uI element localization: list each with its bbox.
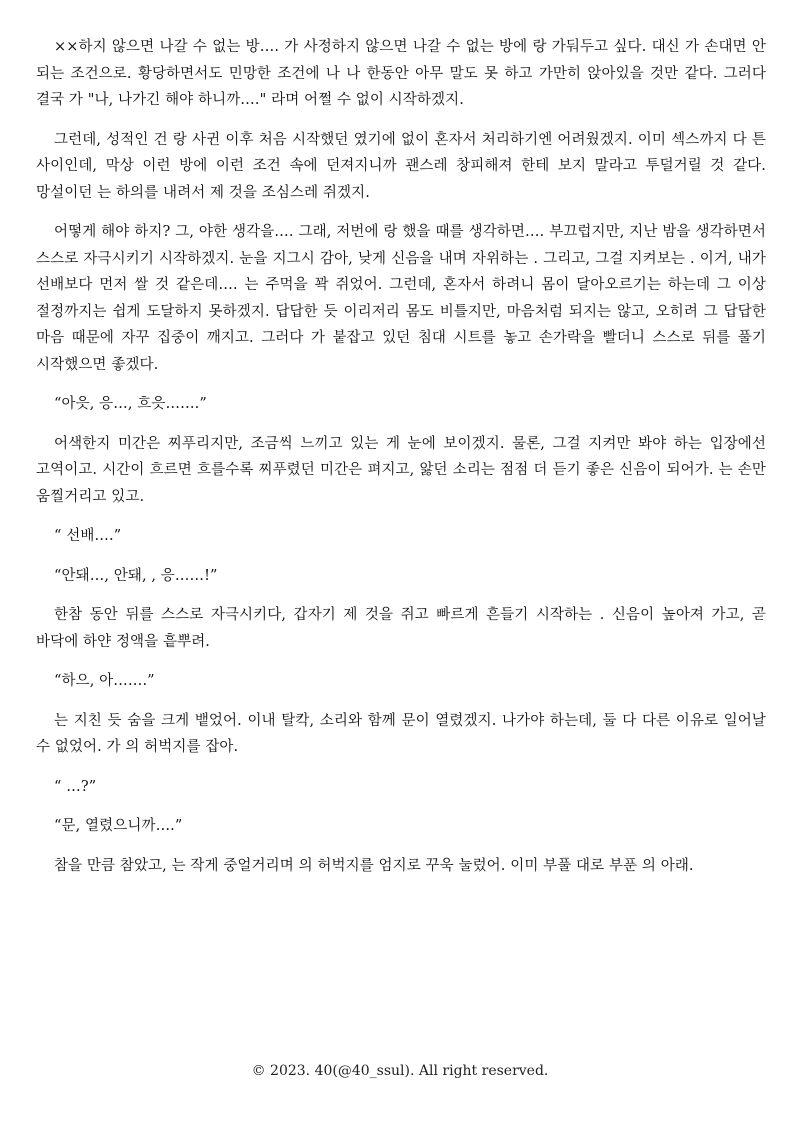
paragraph: 어떻게 해야 하지? 그, 야한 생각을…. 그래, 저번에 랑 했을 때를 생각하면…. 부끄럽지만, 지난 밤을 생각하면서 스스로 자극시키기 시작하겠지. 눈을 지그시 감아, 낮게 신음을 내며 자위하는 . 그리고, 그걸 지켜보는 . 이거, 내가 선배보다 먼저 쌀 것 같은데…. 는 주먹을 꽉 쥐었어. 그런데, 혼자서 하려니 몸이 달아오르기는 하는데 그 이상 절정까지는 쉽게 도달하지 못하겠지. 답답한 듯 이리저리 몸도 비틀지만, 마음처럼 되지는 않고, 오히려 그 답답한 마음 때문에 자꾸 집중이 깨지고. 그러다 가 붙잡고 있던 침대 시트를 놓고 손가락을 빨더니 스스로 뒤를 풀기 시작했으면 좋겠다. xyxy=(36,224,766,373)
dialogue-line: “ …?” xyxy=(54,778,97,795)
paragraph: 는 지친 듯 숨을 크게 뱉었어. 이내 탈칵, 소리와 함께 문이 열렸겠지. 나가야 하는데, 둘 다 다른 이유로 일어날 수 없었어. 가 의 허벅지를 잡아. xyxy=(36,712,766,755)
paragraph: 그런데, 성적인 건 랑 사귄 이후 처음 시작했던 였기에 없이 혼자서 처리하기엔 어려웠겠지. 이미 섹스까지 다 튼 사이인데, 막상 이런 방에 이런 조건 속에 던져지니까 괜스레 창피해져 한테 보지 말라고 투덜거릴 것 같다. 망설이던 는 하의를 내려서 제 것을 조심스레 쥐겠지. xyxy=(36,131,766,201)
dialogue-line: “ 선배….” xyxy=(54,528,122,544)
dialogue-line: “하으, 아…….” xyxy=(54,673,155,689)
copyright-footer: © 2023. 40(@40_ssul). All right reserved. xyxy=(251,1063,549,1079)
dialogue-line: “문, 열렸으니까….” xyxy=(54,818,183,834)
paragraph: 참을 만큼 참았고, 는 작게 중얼거리며 의 허벅지를 엄지로 꾸욱 눌렀어. 이미 부풀 대로 부푼 의 아래. xyxy=(54,857,694,874)
dialogue-line: “안돼…, 안돼, , 응……!” xyxy=(54,567,218,584)
dialogue-line: “아읏, 응…, 흐읏…….” xyxy=(54,396,207,412)
paragraph: ××하지 않으면 나갈 수 없는 방…. 가 사정하지 않으면 나갈 수 없는 방에 랑 가둬두고 싶다. 대신 가 손대면 안 되는 조건으로. 황당하면서도 민망한 조건에 나 나 한동안 아무 말도 못 하고 가만히 앉아있을 것만 같다. 그러다 결국 가 "나, 나가긴 해야 하니까…." 라며 어쩔 수 없이 시작하겠지. xyxy=(36,39,766,108)
paragraph: 어색한지 미간은 찌푸리지만, 조금씩 느끼고 있는 게 눈에 보이겠지. 물론, 그걸 지켜만 봐야 하는 입장에선 고역이고. 시간이 흐르면 흐를수록 찌푸렸던 미간은 펴지고, 앓던 소리는 점점 더 듣기 좋은 신음이 되어가. 는 손만 움찔거리고 있고. xyxy=(36,435,766,505)
paragraph: 한참 동안 뒤를 스스로 자극시키다, 갑자기 제 것을 쥐고 빠르게 흔들기 시작하는 . 신음이 높아져 가고, 곧 바닥에 하얀 정액을 흩뿌려. xyxy=(36,607,766,650)
document-body xyxy=(36,34,766,892)
